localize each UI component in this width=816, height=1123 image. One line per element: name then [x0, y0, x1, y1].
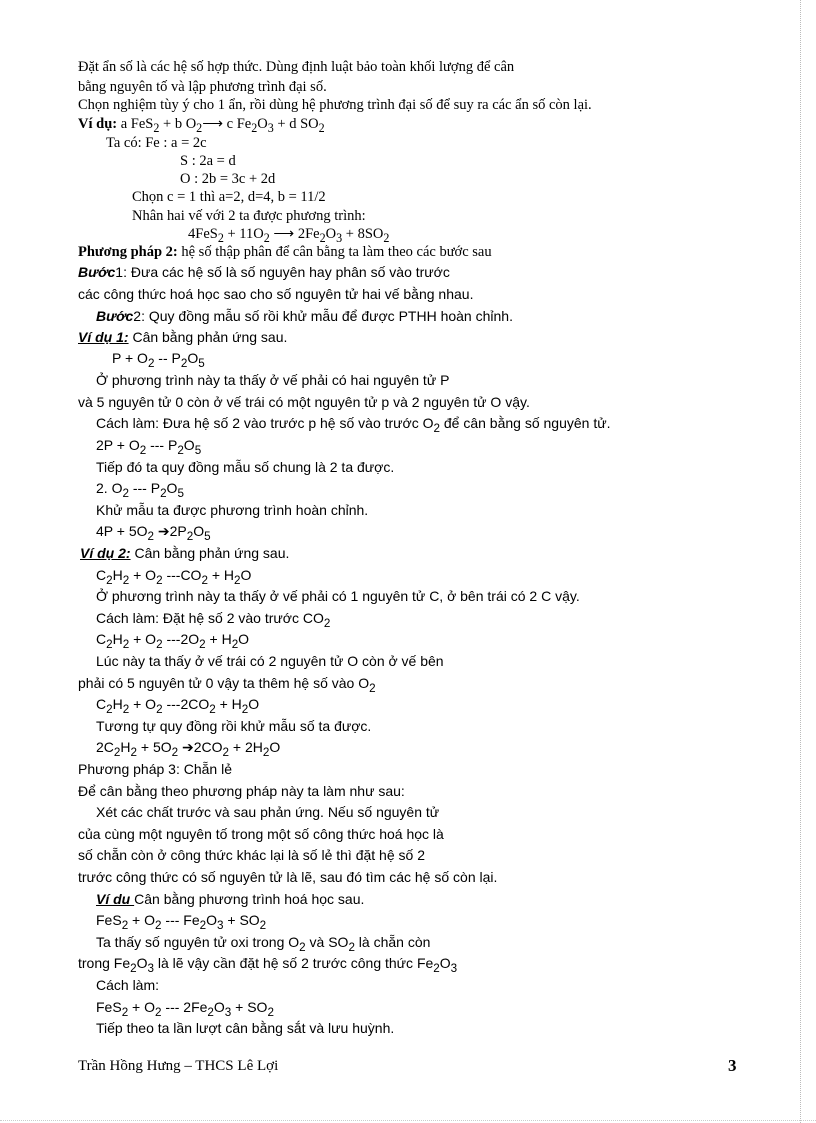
- text-line: Ta có: Fe : a = 2c: [106, 135, 207, 151]
- page-edge-bottom: [0, 1120, 816, 1121]
- text-line: $4FeS_2 + 11O_2$ ⟶ $2Fe_2O_3 + 8SO_2$: [188, 226, 390, 245]
- text-line: trong $Fe_2O_3$ là lẽ vậy cần đặt hệ số 2 trước công thức $Fe_2O_3$: [78, 955, 458, 975]
- text-line: Cách làm: Đưa hệ số 2 vào trước p hệ số vào trước $O_2$ để cân bằng số nguyên tử.: [96, 415, 611, 435]
- text-line: $FeS_2 + O_2$ --- $Fe_2O_3 + SO_2$: [96, 912, 267, 932]
- text-line: Tương tự quy đồng rồi khử mẫu số ta được.: [96, 718, 372, 734]
- text-line: Ví du Cân bằng phương trình hoá học sau.: [96, 891, 365, 907]
- text-line: Đặt ẩn số là các hệ số hợp thức. Dùng định luật bảo toàn khối lượng để cân: [78, 59, 515, 75]
- text-line: $C_2H_2 + O_2$ $---CO_2 + H_2O$: [96, 567, 252, 587]
- text-line: Bước2: Quy đồng mẫu số rồi khử mẫu để được PTHH hoàn chỉnh.: [96, 308, 513, 324]
- text-line: Nhân hai vế với 2 ta được phương trình:: [132, 208, 366, 224]
- text-line: Phương pháp 3: Chẵn lẻ: [78, 761, 232, 777]
- text-line: 2. $O_2$ --- $P_2O_5$: [96, 480, 184, 500]
- text-line: Khử mẫu ta được phương trình hoàn chỉnh.: [96, 502, 369, 518]
- text-line: Ở phương trình này ta thấy ở vế phải có 1 nguyên tử C, ở bên trái có 2 C vậy.: [96, 588, 580, 604]
- text-line: Ở phương trình này ta thấy ở vế phải có hai nguyên tử P: [96, 372, 450, 388]
- text-line: Tiếp đó ta quy đồng mẫu số chung là 2 ta được.: [96, 459, 395, 475]
- text-line: Xét các chất trước và sau phản ứng. Nếu số nguyên tử: [96, 804, 440, 820]
- text-line: $2C_2H_2 + 5O_2$ $➔2CO_2 + 2H_2O$: [96, 739, 281, 759]
- text-line: Để cân bằng theo phương pháp này ta làm như sau:: [78, 783, 405, 799]
- text-line: trước công thức có số nguyên tử là lẽ, sau đó tìm các hệ số còn lại.: [78, 869, 498, 885]
- text-line: $C_2H_2 + O_2$ $---2CO_2 + H_2O$: [96, 696, 260, 716]
- text-line: Chọn nghiệm tùy ý cho 1 ẩn, rồi dùng hệ phương trình đại số để suy ra các ẩn số còn lại.: [78, 97, 592, 113]
- text-line: Ví dụ 1: Cân bằng phản ứng sau.: [78, 329, 288, 345]
- text-line: Lúc này ta thấy ở vế trái có 2 nguyên tử O còn ở vế bên: [96, 653, 444, 669]
- page-number: 3: [728, 1056, 737, 1075]
- text-line: $C_2H_2 + O_2$ $---2O_2 + H_2O$: [96, 631, 250, 651]
- text-line: Ví dụ 2: Cân bằng phản ứng sau.: [80, 545, 290, 561]
- text-line: S : 2a = d: [180, 153, 236, 169]
- text-line: bằng nguyên tố và lập phương trình đại số.: [78, 79, 327, 95]
- text-line: $P + O_2 -- P_2O_5$: [112, 350, 205, 370]
- text-line: Tiếp theo ta lần lượt cân bằng sắt và lưu huỳnh.: [96, 1020, 395, 1036]
- text-line: Ta thấy số nguyên tử oxi trong $O_2$ và $SO_2$ là chẵn còn: [96, 934, 431, 954]
- footer-author: Trần Hồng Hưng – THCS Lê Lợi: [78, 1058, 279, 1074]
- text-line: Chọn c = 1 thì a=2, d=4, b = 11/2: [132, 189, 326, 205]
- text-line: số chẵn còn ở công thức khác lại là số lẻ thì đặt hệ số 2: [78, 847, 425, 863]
- text-line: Ví dụ: a FeS$_2$ + b $O_2⟶$ c $Fe_2O_3 + d$ $SO_2$: [78, 116, 325, 135]
- text-line: $FeS_2 + O_2$ --- $2Fe_2O_3 + SO_2$: [96, 999, 274, 1019]
- text-line: phải có 5 nguyên tử 0 vậy ta thêm hệ số vào $O_2$: [78, 675, 376, 695]
- text-line: $2P + O_2$ --- $P_2O_5$: [96, 437, 202, 457]
- text-line: và 5 nguyên tử 0 còn ở vế trái có một nguyên tử p và 2 nguyên tử O vậy.: [78, 394, 530, 410]
- vidu-label: Ví dụ:: [78, 116, 118, 132]
- text-line: Cách làm:: [96, 977, 160, 993]
- text-line: Bước1: Đưa các hệ số là số nguyên hay phân số vào trước: [78, 264, 450, 280]
- text-line: O : 2b = 3c + 2d: [180, 171, 276, 187]
- text-line: các công thức hoá học sao cho số nguyên tử hai vế bằng nhau.: [78, 286, 474, 302]
- page-edge-right: [800, 0, 801, 1123]
- text-line: $4P + 5O_2$ $➔2P_2O_5$: [96, 523, 211, 543]
- text-line: của cùng một nguyên tố trong một số công thức hoá học là: [78, 826, 444, 842]
- text-line: Phương pháp 2: hệ số thập phân để cân bằng ta làm theo các bước sau: [78, 244, 492, 260]
- text-line: Cách làm: Đặt hệ số 2 vào trước $CO_2$: [96, 610, 331, 630]
